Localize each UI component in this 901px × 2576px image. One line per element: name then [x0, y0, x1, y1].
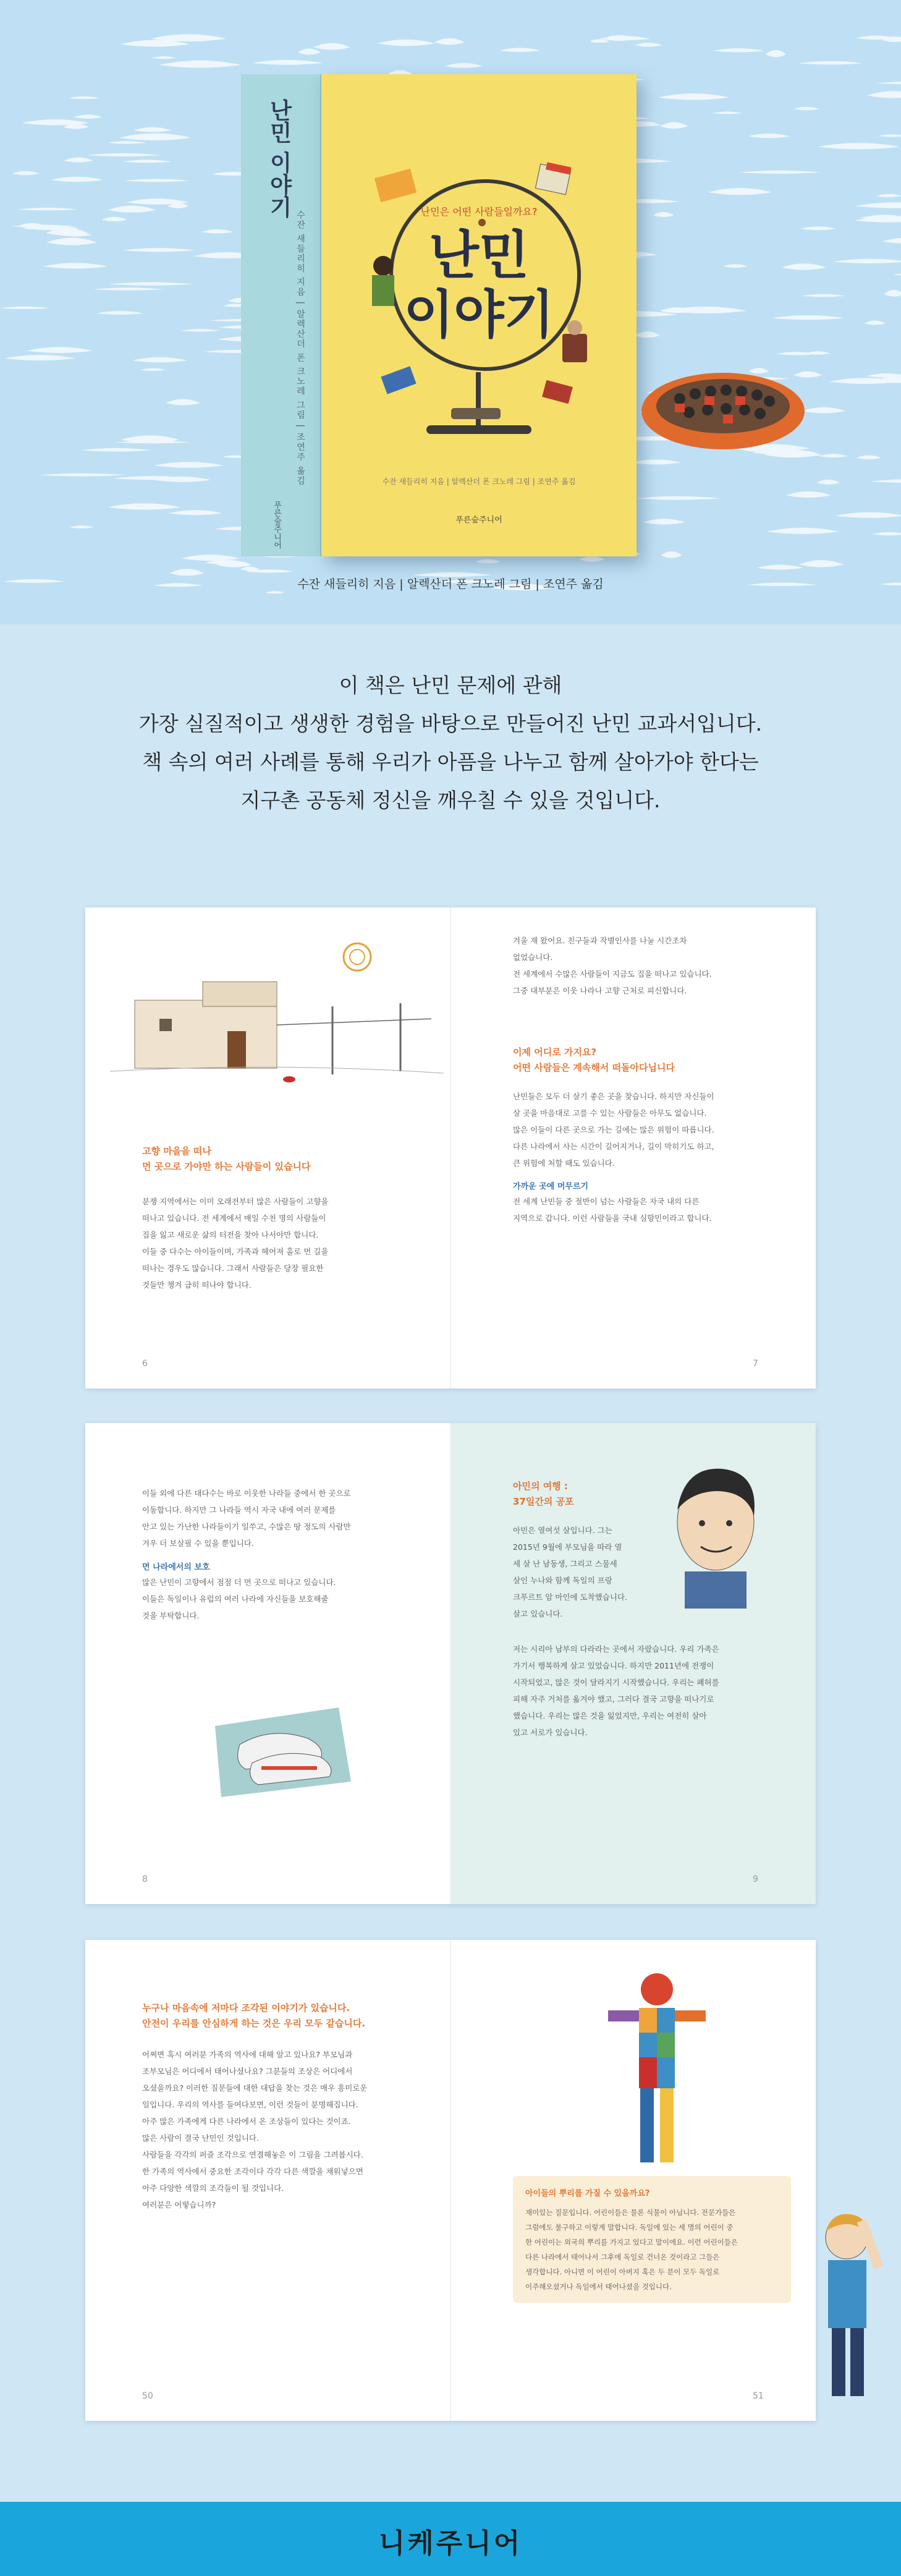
- text-line: 전 세계에서 수많은 사람들이 지금도 집을 떠나고 있습니다.: [513, 969, 712, 979]
- spine-credit: 수잔 새들리히 지음 | 알렉산더 폰 크노레 그림 | 조연주 옮김: [295, 210, 305, 486]
- wave-stroke: [159, 61, 241, 68]
- wave-stroke: [377, 40, 435, 46]
- wave-stroke: [46, 238, 96, 245]
- text-line: 많은 이들이 다른 곳으로 가는 길에는 많은 위험이 따릅니다.: [513, 1125, 714, 1134]
- wave-stroke: [70, 525, 94, 529]
- intro-text: [0, 666, 901, 820]
- text-line: 떠나는 경우도 많습니다. 그래서 사람들은 당장 필요한: [142, 1264, 324, 1273]
- text-line: 없었습니다.: [513, 953, 553, 962]
- refugee-boat-illustration: [637, 337, 810, 461]
- text-line: 그중 대부분은 이웃 나라나 고향 근처로 피신합니다.: [513, 986, 687, 995]
- wave-stroke: [590, 40, 609, 43]
- body-text-right-top: [513, 1522, 643, 1622]
- wave-stroke: [27, 347, 93, 353]
- wave-stroke: [101, 217, 127, 221]
- intro-line-3: 책 속의 여러 사례를 통해 우리가 아픔을 나누고 함께 살아가야 한다는: [142, 750, 759, 774]
- wave-stroke: [793, 107, 819, 111]
- info-box-title: 아이들의 뿌리를 가질 수 있을까요?: [525, 2189, 650, 2198]
- text-line: 것을 부탁합니다.: [142, 1611, 200, 1620]
- wave-stroke: [124, 179, 190, 182]
- wave-stroke: [252, 60, 323, 65]
- subheading-left: 먼 나라에서의 보호: [142, 1563, 210, 1572]
- heading-line-2: 37일간의 공포: [513, 1496, 574, 1507]
- wave-stroke: [82, 448, 151, 452]
- text-line: 가기서 행복하게 살고 있었습니다. 하지만 2011년에 전쟁이: [513, 1661, 714, 1670]
- wave-stroke: [122, 248, 195, 252]
- page-gutter: [450, 908, 451, 1388]
- cover-title: [321, 226, 637, 344]
- house-illustration: [110, 932, 444, 1087]
- wave-stroke: [772, 315, 845, 320]
- portrait-illustration: [641, 1448, 784, 1615]
- page-gutter: [450, 1940, 451, 2421]
- publisher-logo: 니케주니어: [378, 2528, 523, 2559]
- wave-stroke: [180, 329, 221, 331]
- wave-stroke: [445, 63, 483, 68]
- wave-stroke: [757, 565, 803, 570]
- wave-stroke: [0, 307, 49, 309]
- text-line: 사람들을 각각의 퍼즐 조각으로 연결해놓은 이 그림을 그려봅시다.: [142, 2150, 363, 2159]
- wave-stroke: [166, 399, 200, 406]
- wave-stroke: [798, 61, 862, 65]
- body-text-right-bottom: [513, 1193, 791, 1226]
- cover-kicker: 난민은 어떤 사람들일까요?: [420, 206, 538, 218]
- wave-stroke: [201, 229, 233, 234]
- wave-stroke: [108, 206, 156, 213]
- wave-stroke: [818, 143, 900, 149]
- text-line: 크푸르트 암 마인에 도착했습니다.: [513, 1592, 627, 1602]
- section-heading-left: [142, 2000, 365, 2031]
- text-line: 이들은 독일이나 유럽의 여러 나라에 자신들을 보호해줄: [142, 1594, 329, 1604]
- wave-stroke: [314, 43, 350, 50]
- book-front-cover: [321, 74, 637, 556]
- text-line: 집을 잃고 새로운 삶의 터전을 찾아 나서야만 합니다.: [142, 1230, 319, 1239]
- heading-line-2: 어떤 사람들은 계속해서 떠돌아다닙니다: [513, 1062, 675, 1073]
- wave-stroke: [873, 532, 901, 535]
- wave-stroke: [43, 263, 108, 268]
- wave-stroke: [802, 294, 845, 297]
- text-line: 많은 사람이 결국 난민인 것입니다.: [142, 2133, 259, 2143]
- text-line: 이동합니다. 하지만 그 나라들 역시 자국 내에 여러 문제를: [142, 1505, 336, 1515]
- page-gutter: [450, 1423, 451, 1904]
- wave-stroke: [152, 56, 176, 59]
- cover-title-line-2: 이야기: [404, 284, 554, 345]
- wave-stroke: [819, 454, 848, 457]
- wave-stroke: [799, 560, 844, 567]
- text-line: 있고 서로가 있습니다.: [513, 1728, 588, 1737]
- wave-stroke: [51, 177, 104, 182]
- text-line: 겨우 더 보살필 수 있을 뿐입니다.: [142, 1539, 254, 1548]
- wave-stroke: [64, 158, 93, 163]
- wave-stroke: [653, 212, 674, 217]
- wave-stroke: [181, 555, 240, 561]
- wave-stroke: [766, 50, 786, 57]
- text-line: 분쟁 지역에서는 이미 오래전부터 많은 사람들이 고향을: [142, 1197, 329, 1206]
- book-cover-image: [241, 74, 637, 556]
- text-line: 이주해오셨거나 독일에서 태어나셨을 것입니다.: [525, 2282, 672, 2291]
- cover-title-line-1: 난민: [428, 225, 530, 286]
- wave-stroke: [17, 208, 78, 211]
- text-line: 이들 외에 다른 대다수는 바로 이웃한 나라들 중에서 한 곳으로: [142, 1489, 351, 1498]
- wave-stroke: [782, 263, 826, 270]
- spine-title: 난민 이야기: [266, 99, 292, 218]
- wave-stroke: [865, 321, 886, 325]
- wave-stroke: [856, 455, 881, 459]
- wave-stroke: [96, 311, 143, 315]
- info-box-body: [525, 2205, 779, 2294]
- wave-stroke: [661, 551, 682, 558]
- wave-stroke: [882, 237, 901, 244]
- wave-stroke: [168, 510, 222, 515]
- wave-stroke: [723, 264, 747, 268]
- wave-stroke: [132, 357, 187, 362]
- spine-publisher: 푸른숲주니어: [272, 501, 281, 549]
- text-line: 2015년 9월에 부모님을 따라 열: [513, 1542, 622, 1552]
- text-line: 떠나고 있습니다. 전 세계에서 매일 수천 명의 사람들이: [142, 1214, 326, 1223]
- book-credit-caption: 수잔 새들리히 지음 | 알렉산더 폰 크노레 그림 | 조연주 옮김: [297, 577, 604, 591]
- text-line: 저는 시리아 남부의 다라라는 곳에서 자랐습니다. 우리 가족은: [513, 1644, 719, 1654]
- sneakers-illustration: [203, 1689, 363, 1806]
- waving-boy-illustration: [803, 2201, 896, 2405]
- wave-stroke: [108, 503, 181, 509]
- text-line: 어쩌면 혹시 여러분 가족의 역사에 대해 알고 있나요? 부모님과: [142, 2050, 353, 2059]
- section-heading-right: [513, 1045, 675, 1076]
- wave-stroke: [119, 134, 192, 140]
- spread-pages-50-51: [85, 1940, 816, 2421]
- text-line: 큰 위험에 처할 때도 있습니다.: [513, 1158, 615, 1168]
- text-line: 재미있는 질문입니다. 어린이들은 물론 식물이 아닙니다. 전문가들은: [525, 2208, 736, 2217]
- wave-stroke: [133, 127, 171, 132]
- text-line: 이들 중 다수는 아이들이며, 가족과 헤어져 홀로 먼 길을: [142, 1247, 329, 1256]
- wave-stroke: [122, 160, 172, 163]
- wave-stroke: [894, 271, 901, 277]
- wave-stroke: [599, 36, 651, 40]
- wave-stroke: [140, 368, 166, 372]
- wave-stroke: [107, 141, 146, 143]
- wave-stroke: [878, 134, 901, 137]
- section-heading-right: [513, 1479, 574, 1510]
- spread-pages-8-9: [85, 1423, 816, 1904]
- intro-line-2: 가장 실질적이고 생생한 경험을 바탕으로 만들어진 난민 교과서입니다.: [138, 712, 763, 736]
- wave-stroke: [69, 96, 99, 99]
- wave-stroke: [109, 282, 192, 286]
- info-box: [513, 2176, 791, 2303]
- wave-stroke: [434, 38, 465, 45]
- wave-stroke: [4, 355, 75, 360]
- wave-stroke: [635, 496, 720, 500]
- page-number-right: 51: [753, 2391, 764, 2401]
- wave-stroke: [816, 480, 840, 485]
- text-line: 세 살 난 남동생, 그리고 스물세: [513, 1559, 617, 1568]
- cover-publisher: 푸른숲주니어: [455, 516, 502, 525]
- wave-stroke: [500, 48, 541, 52]
- wave-stroke: [876, 82, 901, 85]
- wave-stroke: [748, 134, 790, 138]
- heading-line-1: 고향 마을을 떠나: [142, 1146, 211, 1157]
- wave-stroke: [643, 519, 685, 524]
- wave-stroke: [93, 287, 163, 291]
- intro-line-4: 지구촌 공동체 정신을 깨우칠 수 있을 것입니다.: [240, 788, 661, 812]
- patchwork-figure-illustration: [604, 1965, 709, 2169]
- wave-stroke: [476, 559, 501, 564]
- text-line: 안고 있는 가난한 나라들이기 일쑤고, 수많은 땅 정도의 사람만: [142, 1522, 351, 1531]
- wave-stroke: [635, 43, 662, 47]
- book-spine: [241, 74, 321, 556]
- text-line: 전 세계 난민들 중 절반이 넘는 사람들은 자국 내의 다른: [513, 1197, 700, 1206]
- text-line: 다른 나라에서 사는 시간이 길어지거나, 길이 막히기도 하고,: [513, 1142, 714, 1151]
- body-text-left: [142, 1193, 433, 1293]
- text-line: 아민은 열여섯 살입니다. 그는: [513, 1526, 612, 1535]
- wave-stroke: [12, 171, 39, 176]
- wave-stroke: [658, 93, 729, 100]
- page-number-left: 8: [142, 1874, 148, 1884]
- body-text-left: [142, 2046, 433, 2213]
- wave-stroke: [708, 188, 772, 195]
- text-line: 한 어린이는 외국의 뿌리를 가지고 있다고 말이에요. 이런 어린이들은: [525, 2238, 738, 2247]
- heading-line-1: 이제 어디로 가지요?: [513, 1047, 597, 1058]
- wave-stroke: [713, 48, 764, 52]
- heading-line-1: 아민의 여행 :: [513, 1481, 568, 1492]
- page-number-left: 50: [142, 2391, 153, 2401]
- wave-stroke: [713, 111, 742, 114]
- body-text-left-2: [142, 1574, 433, 1624]
- text-line: 것들만 챙겨 급히 떠나야 합니다.: [142, 1280, 252, 1290]
- heading-line-2: 안전이 우리를 안심하게 하는 것은 우리 모두 같습니다.: [142, 2018, 366, 2029]
- text-line: 조부모님은 어디에서 태어나셨나요? 그분들의 조상은 어디에서: [142, 2067, 353, 2076]
- wave-stroke: [800, 226, 835, 230]
- text-line: 시작되었고, 많은 것이 달라지기 시작했습니다. 우리는 폐허를: [513, 1678, 719, 1687]
- wave-stroke: [884, 290, 901, 297]
- page-number-right: 7: [753, 1359, 758, 1369]
- wave-stroke: [739, 171, 822, 174]
- text-line: 아주 많은 가족에게 다른 나라에서 온 조상들이 있다는 것이죠.: [142, 2117, 351, 2126]
- text-line: 피해 자주 거처를 옮겨야 했고, 그러다 결국 고향을 떠나기로: [513, 1694, 714, 1704]
- wave-stroke: [876, 194, 901, 197]
- text-line: 했습니다. 우리는 많은 것을 잃었지만, 우리는 여전히 살아: [513, 1711, 707, 1720]
- text-line: 생각합니다. 아니면 이 어린이 아버지 혹은 두 분이 모두 독일로: [525, 2268, 720, 2276]
- wave-stroke: [855, 202, 901, 208]
- page-number-left: 6: [142, 1359, 148, 1369]
- wave-stroke: [580, 556, 604, 562]
- text-line: 한 가족의 역사에서 중요한 조각이다 각각 다른 색깔을 채워넣으면: [142, 2167, 363, 2176]
- intro-line-1: 이 책은 난민 문제에 관해: [339, 673, 562, 697]
- text-line: 난민들은 모두 더 살기 좋은 곳을 찾습니다. 하지만 자신들이: [513, 1092, 714, 1101]
- text-line: 그럼에도 불구하고 이렇게 말합니다. 독일에 있는 세 명의 어린이 중: [525, 2223, 734, 2232]
- wave-stroke: [298, 49, 321, 55]
- wave-stroke: [660, 122, 688, 129]
- body-text-right-bottom: [513, 1641, 791, 1741]
- wave-stroke: [866, 373, 901, 378]
- body-text-right-mid: [513, 1088, 791, 1171]
- text-line: 많은 난민이 고향에서 점점 더 먼 곳으로 떠나고 있습니다.: [142, 1578, 336, 1587]
- text-line: 살 곳을 마음대로 고를 수 있는 사람들은 아무도 없습니다.: [513, 1108, 707, 1118]
- text-line: 다른 나라에서 태어나서 그후에 독일로 건너온 것이라고 그들은: [525, 2253, 720, 2261]
- cover-credit: 수잔 새들리히 지음 | 알렉산더 폰 크노레 그림 | 조연주 옮김: [382, 477, 576, 486]
- wave-stroke: [87, 153, 160, 156]
- text-line: 여러분은 어떻습니까?: [142, 2200, 216, 2209]
- text-line: 살고 있습니다.: [513, 1609, 563, 1618]
- wave-stroke: [833, 259, 901, 263]
- section-heading-left: [142, 1144, 310, 1175]
- spread-pages-6-7: [85, 908, 816, 1388]
- page-number-right: 9: [753, 1874, 758, 1884]
- wave-stroke: [835, 512, 901, 518]
- body-text-right-top: [513, 932, 791, 999]
- text-line: 일입니다. 우리의 역사를 들여다보면, 이런 것들이 분명해집니다.: [142, 2100, 358, 2109]
- wave-stroke: [154, 462, 224, 468]
- text-line: 겨울 재 왔어요. 친구들과 작별인사를 나눌 시간조차: [513, 936, 687, 945]
- text-line: 아주 다양한 색깔의 조각들이 될 것입니다.: [142, 2183, 284, 2193]
- heading-line-1: 누구나 마음속에 저마다 조각된 이야기가 있습니다.: [142, 2002, 350, 2013]
- wave-stroke: [39, 474, 125, 477]
- heading-line-2: 먼 곳으로 가야만 하는 사람들이 있습니다: [142, 1161, 311, 1172]
- wave-stroke: [870, 479, 901, 483]
- wave-stroke: [786, 491, 831, 498]
- subheading-right: 가까운 곳에 머무르기: [513, 1182, 589, 1191]
- text-line: 살인 누나와 함께 독일의 프랑: [513, 1576, 612, 1585]
- text-line: 지역으로 갑니다. 이런 사람들을 국내 실향민이라고 합니다.: [513, 1214, 712, 1223]
- wave-stroke: [766, 528, 840, 534]
- text-line: 오셨을까요? 이러한 질문들에 대한 대답을 찾는 것은 매우 흥미로운: [142, 2083, 368, 2093]
- wave-stroke: [867, 91, 901, 98]
- body-text-left: [142, 1485, 433, 1552]
- wave-stroke: [74, 114, 102, 119]
